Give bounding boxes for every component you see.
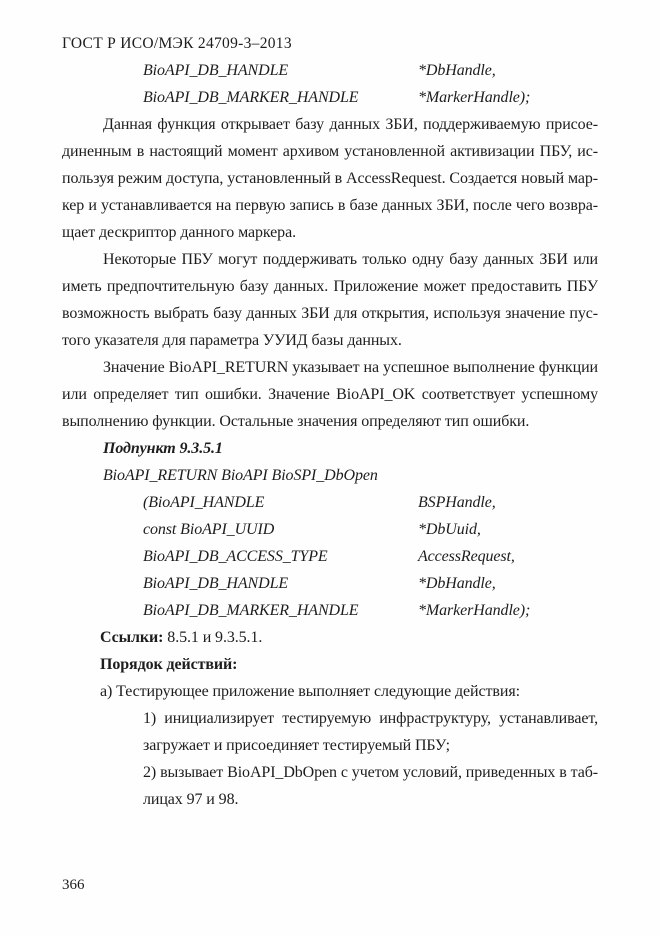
param-name: *DbHandle, <box>418 62 496 79</box>
signature-row <box>62 570 598 597</box>
signature-row <box>62 57 598 84</box>
page-content <box>62 30 598 813</box>
paragraph-line: диненным в настоящий момент архивом установленной активизации ПБУ, ис- <box>62 143 598 160</box>
param-type: BioAPI_DB_HANDLE <box>143 62 289 79</box>
signature-row <box>62 516 598 543</box>
paragraph-line: Значение BioAPI_RETURN указывает на успешное выполнение функции <box>103 359 598 376</box>
param-name: *MarkerHandle); <box>418 89 531 106</box>
paragraph-line: или определяет тип ошибки. Значение BioAPI_OK соответствует успешному <box>62 386 598 403</box>
param-name: *DbUuid, <box>418 521 481 538</box>
signature-row <box>62 489 598 516</box>
function-signature: BioAPI_RETURN BioAPI BioSPI_DbOpen <box>103 467 378 484</box>
subclause-heading: Подпункт 9.3.5.1 <box>103 440 223 457</box>
param-name: *MarkerHandle); <box>418 602 531 619</box>
references-text: 8.5.1 и 9.3.5.1. <box>163 629 263 646</box>
paragraph-line: Некоторые ПБУ могут поддерживать только одну базу данных ЗБИ или <box>103 251 598 268</box>
param-type: const BioAPI_UUID <box>143 521 275 538</box>
step-a: а) Тестирующее приложение выполняет следующие действия: <box>100 683 520 700</box>
step-a2-line: 2) вызывает BioAPI_DbOpen с учетом условий, приведенных в таб- <box>143 764 598 781</box>
paragraph-line: того указателя для параметра УУИД базы данных. <box>62 332 402 349</box>
paragraph-line: щает дескриптор данного маркера. <box>62 224 296 241</box>
procedure-heading: Порядок действий: <box>100 656 238 673</box>
paragraph-line: кер и устанавливается на первую запись в базе данных ЗБИ, после чего возвра- <box>62 197 598 214</box>
paragraph-line: выполнению функции. Остальные значения определяют тип ошибки. <box>62 413 530 430</box>
step-a2-line: лицах 97 и 98. <box>143 791 239 808</box>
step-a1-line: загружает и присоединяет тестируемый ПБУ; <box>143 737 450 754</box>
signature-row <box>62 543 598 570</box>
paragraph-line: Данная функция открывает базу данных ЗБИ, поддерживаемую присое- <box>103 116 598 133</box>
paragraph-line: возможность выбрать базу данных ЗБИ для открытия, используя значение пус- <box>62 305 598 322</box>
paragraph-line: пользуя режим доступа, установленный в AccessRequest. Создается новый мар- <box>62 170 598 187</box>
param-type: BioAPI_DB_MARKER_HANDLE <box>143 89 359 106</box>
param-type: (BioAPI_HANDLE <box>143 494 265 511</box>
signature-row <box>62 597 598 624</box>
param-name: AccessRequest, <box>418 548 515 565</box>
param-name: *DbHandle, <box>418 575 496 592</box>
param-name: BSPHandle, <box>418 494 496 511</box>
param-type: BioAPI_DB_HANDLE <box>143 575 289 592</box>
param-type: BioAPI_DB_ACCESS_TYPE <box>143 548 328 565</box>
references-line <box>62 624 598 651</box>
param-type: BioAPI_DB_MARKER_HANDLE <box>143 602 359 619</box>
signature-row <box>62 84 598 111</box>
page-number: 366 <box>62 877 85 893</box>
step-a1-line: 1) инициализирует тестируемую инфраструктуру, устанавливает, <box>143 710 598 727</box>
running-header: ГОСТ Р ИСО/МЭК 24709-3–2013 <box>62 35 292 52</box>
references-label: Ссылки: <box>100 629 164 646</box>
paragraph-line: иметь предпочтительную базу данных. Приложение может предоставить ПБУ <box>62 278 598 295</box>
